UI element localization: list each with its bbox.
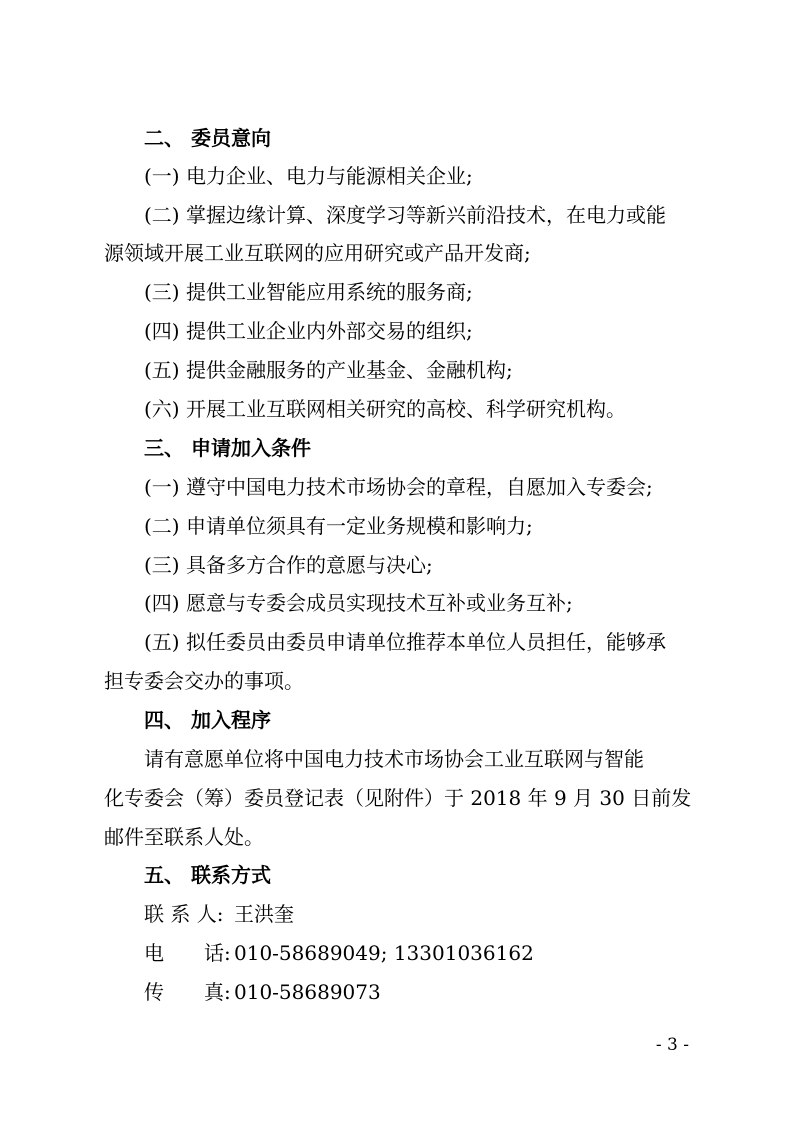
contact-fax-row <box>144 979 381 1005</box>
contact-value: 010-58689073 <box>234 980 381 1004</box>
paragraph-line: 化专委会（筹）委员登记表（见附件）于 2018 年 9 月 30 日前发 <box>104 786 692 810</box>
contact-label: 电 话: <box>144 941 231 965</box>
list-item: (六) 开展工业互联网相关研究的高校、科学研究机构。 <box>144 397 626 421</box>
contact-value: 王洪奎 <box>234 902 294 926</box>
contact-phone-row <box>144 940 534 966</box>
list-item: (一) 遵守中国电力技术市场协会的章程，自愿加入专委会; <box>144 475 653 499</box>
contact-label: 联 系 人: <box>144 902 224 926</box>
section-heading: 五、 联系方式 <box>144 863 271 887</box>
contact-label: 传 真: <box>144 980 231 1004</box>
list-item: (四) 提供工业企业内外部交易的组织; <box>144 319 473 343</box>
section-heading: 二、 委员意向 <box>144 126 271 150</box>
list-item: (四) 愿意与专委会成员实现技术互补或业务互补; <box>144 591 573 615</box>
list-item: (三) 提供工业智能应用系统的服务商; <box>144 280 473 304</box>
list-item: (一) 电力企业、电力与能源相关企业; <box>144 164 473 188</box>
contact-person-row <box>144 901 294 927</box>
list-item: (五) 拟任委员由委员申请单位推荐本单位人员担任，能够承 <box>144 630 666 654</box>
list-item: 源领域开展工业互联网的应用研究或产品开发商; <box>104 241 531 265</box>
list-item: 担专委会交办的事项。 <box>104 669 304 693</box>
list-item: (五) 提供金融服务的产业基金、金融机构; <box>144 358 513 382</box>
list-item: (二) 掌握边缘计算、深度学习等新兴前沿技术，在电力或能 <box>144 203 666 227</box>
section-heading: 四、 加入程序 <box>144 708 271 732</box>
section-heading: 三、 申请加入条件 <box>144 436 311 460</box>
paragraph-line: 请有意愿单位将中国电力技术市场协会工业互联网与智能 <box>144 747 644 771</box>
list-item: (二) 申请单位须具有一定业务规模和影响力; <box>144 514 533 538</box>
paragraph-line: 邮件至联系人处。 <box>104 825 264 849</box>
page-number: - 3 - <box>655 1035 689 1055</box>
contact-value: 010-58689049; 13301036162 <box>234 941 534 965</box>
list-item: (三) 具备多方合作的意愿与决心; <box>144 553 433 577</box>
